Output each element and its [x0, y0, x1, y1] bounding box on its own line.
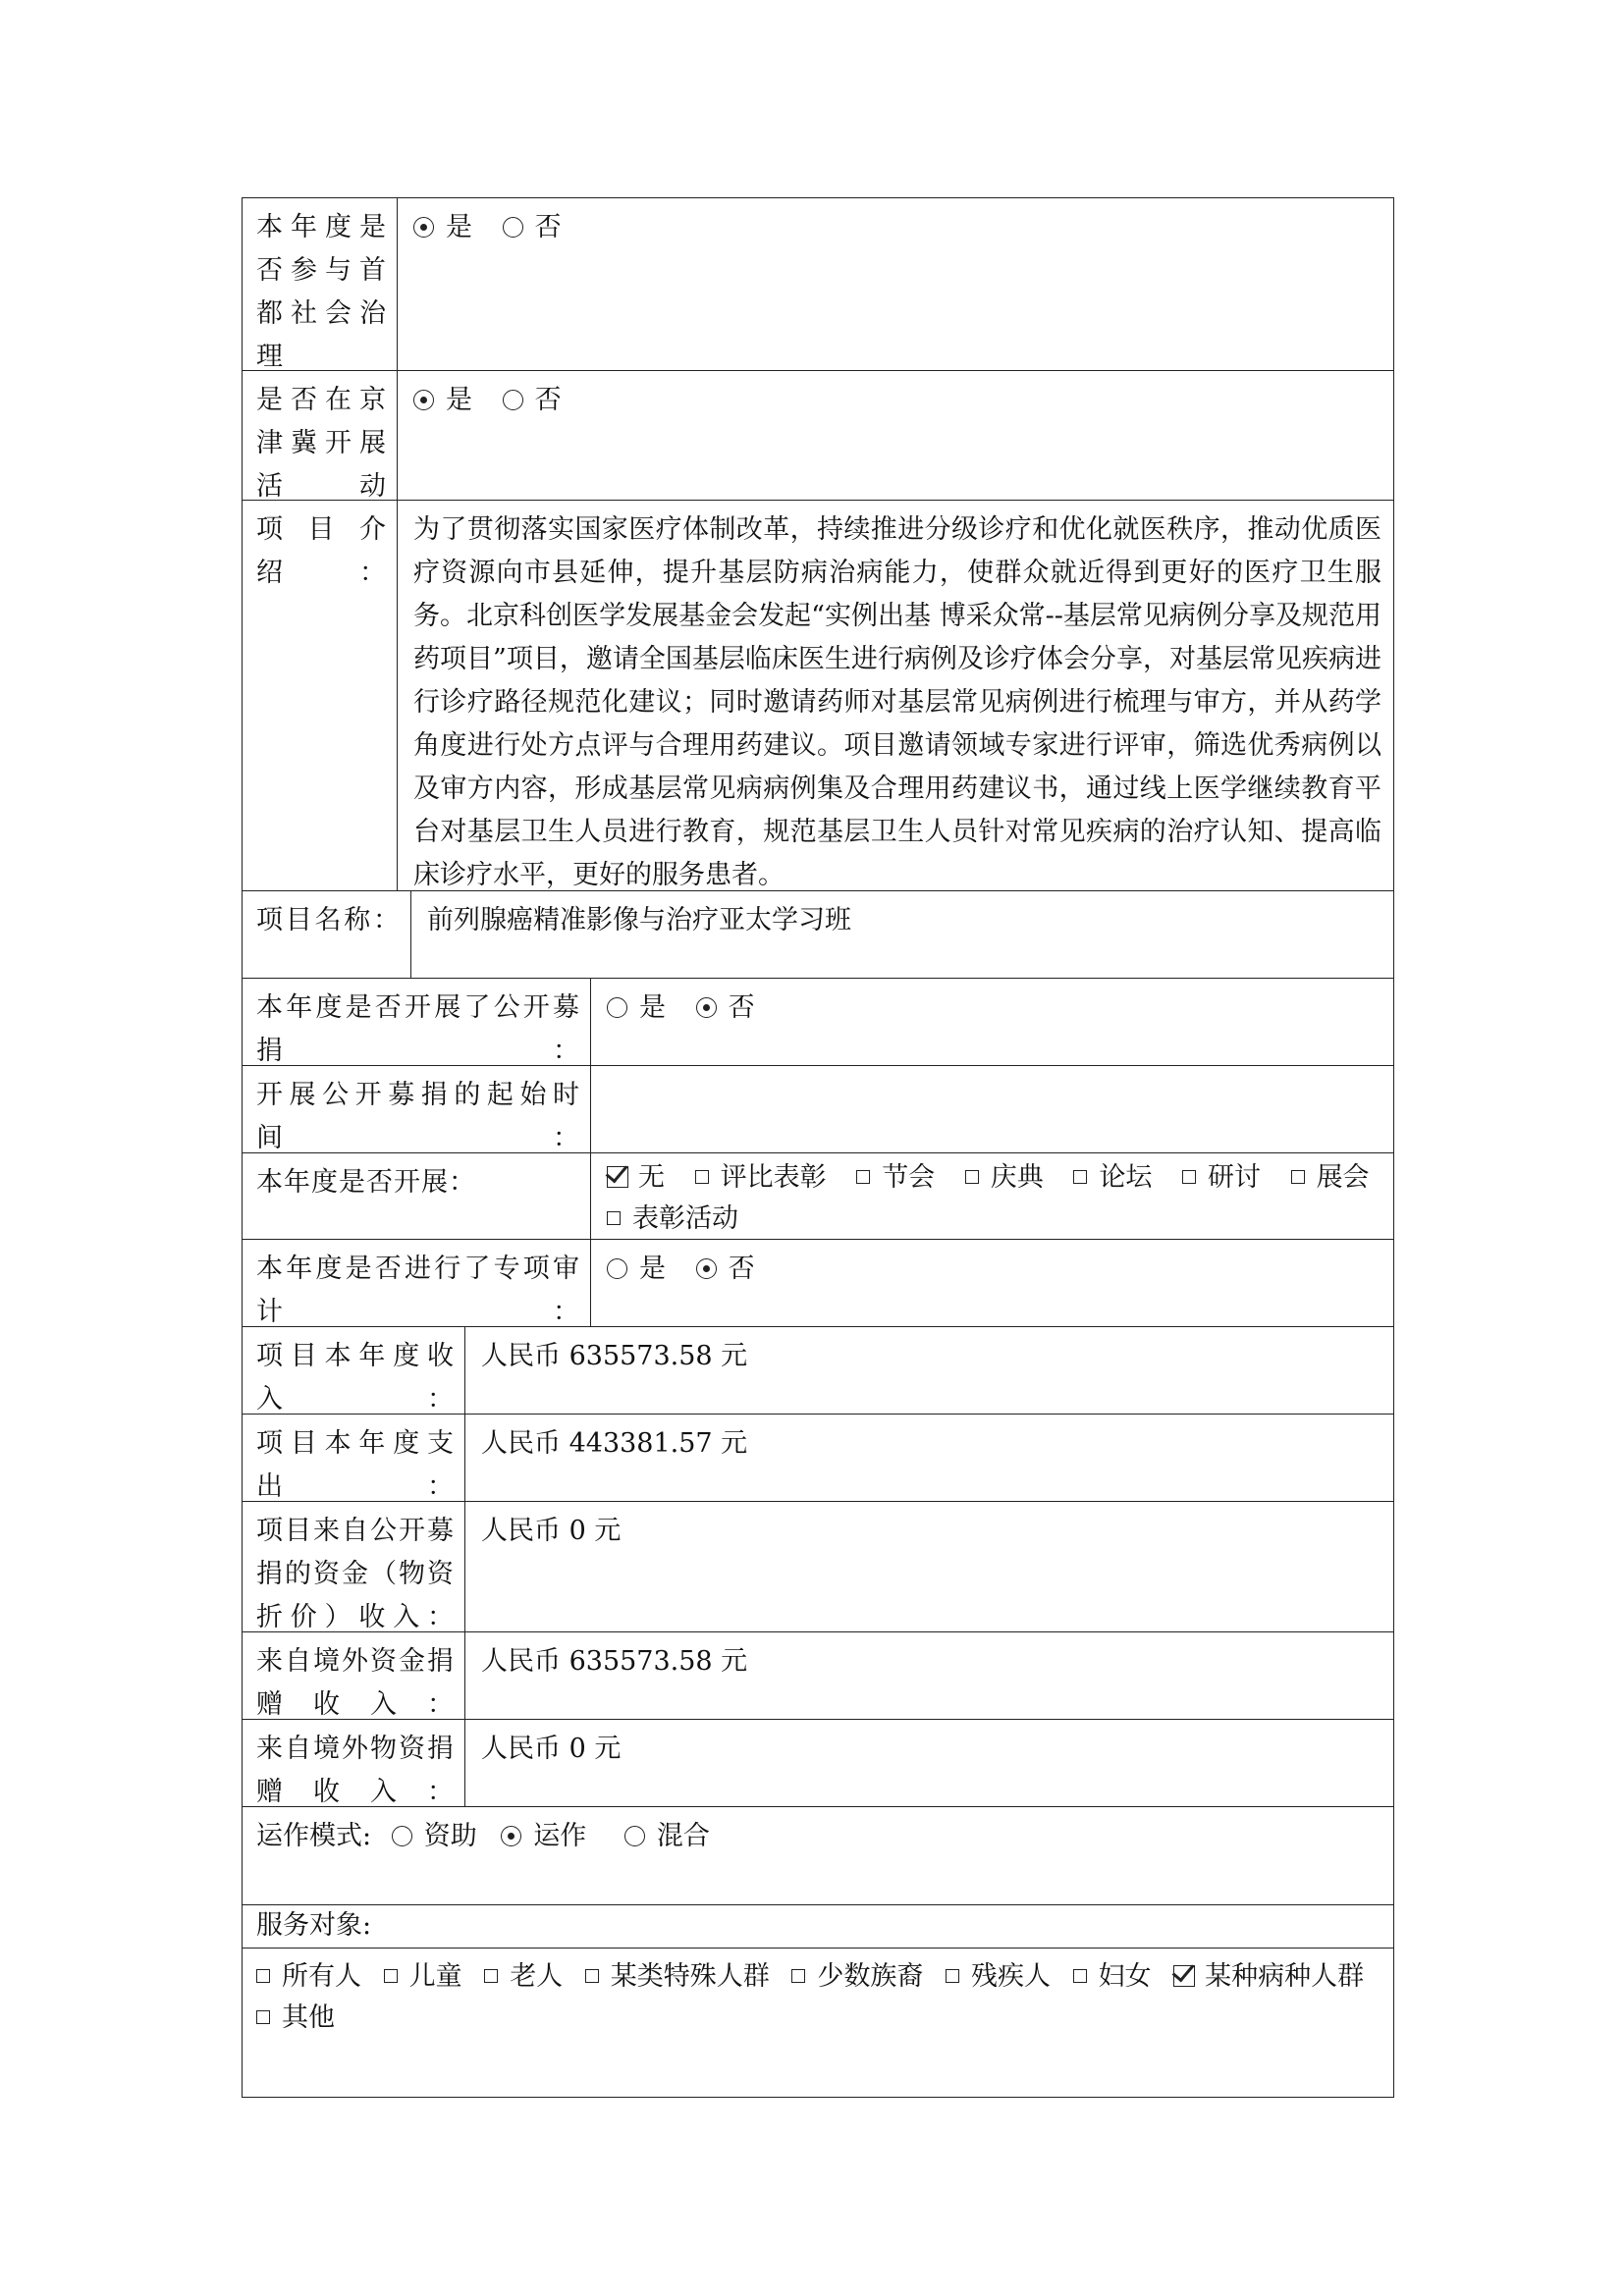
option-target-elderly[interactable]: 老人 — [484, 1956, 563, 1998]
row-public-fundraising — [243, 978, 1393, 1065]
option-target-special-groups[interactable]: 某类特殊人群 — [585, 1956, 770, 1998]
option-activity-seminar[interactable]: 研讨 — [1182, 1157, 1261, 1199]
radio-selected-icon — [413, 390, 434, 410]
foreign-goods-value: 人民币 0 元 — [481, 1734, 622, 1764]
label-fundraising-start: 开展公开募捐的起始时间： — [243, 1066, 591, 1152]
checkbox-empty-icon — [1073, 1170, 1087, 1184]
label-public-funds: 项目来自公开募捐的资金（物资折价）收入： — [243, 1502, 465, 1631]
radio-empty-icon — [607, 1258, 627, 1279]
checkbox-empty-icon — [1182, 1170, 1196, 1184]
radio-selected-icon — [696, 997, 717, 1018]
label-jjj-activity: 是否在京津冀开展活动 — [243, 371, 398, 500]
label-project-intro: 项目介绍： — [243, 501, 398, 890]
option-public-fundraising-yes[interactable]: 是 — [607, 987, 666, 1030]
option-activity-forum[interactable]: 论坛 — [1073, 1157, 1152, 1199]
checkbox-empty-icon — [256, 2010, 270, 2024]
row-operation-mode — [243, 1806, 1393, 1904]
row-capital-governance — [243, 198, 1393, 370]
row-service-target-label — [243, 1904, 1393, 1948]
checkbox-empty-icon — [484, 1969, 498, 1983]
radio-empty-icon — [392, 1826, 412, 1846]
row-jjj-activity — [243, 370, 1393, 500]
radio-selected-icon — [501, 1826, 521, 1846]
label-foreign-funds: 来自境外资金捐赠收入： — [243, 1632, 465, 1719]
row-income — [243, 1326, 1393, 1414]
checkbox-checked-icon — [1173, 1965, 1195, 1987]
label-service-target: 服务对象: — [256, 1910, 372, 1941]
option-activity-exhibition[interactable]: 展会 — [1291, 1157, 1370, 1199]
row-project-name — [243, 890, 1393, 978]
operation-mode-cell — [243, 1807, 1393, 1904]
option-activity-none[interactable]: 无 — [607, 1157, 665, 1199]
radio-selected-icon — [696, 1258, 717, 1279]
checkbox-empty-icon — [1291, 1170, 1305, 1184]
option-target-women[interactable]: 妇女 — [1073, 1956, 1152, 1998]
foreign-funds-value: 人民币 635573.58 元 — [481, 1646, 748, 1677]
income-value: 人民币 635573.58 元 — [481, 1341, 748, 1371]
checkbox-empty-icon — [1073, 1969, 1087, 1983]
option-activity-festival[interactable]: 节会 — [856, 1157, 935, 1199]
option-audit-no[interactable]: 否 — [696, 1248, 755, 1291]
label-activities: 本年度是否开展： — [243, 1153, 591, 1239]
row-public-funds — [243, 1501, 1393, 1631]
checkbox-empty-icon — [946, 1969, 959, 1983]
checkbox-empty-icon — [791, 1969, 805, 1983]
label-foreign-goods: 来自境外物资捐赠收入： — [243, 1720, 465, 1806]
expense-value: 人民币 443381.57 元 — [481, 1428, 748, 1459]
radio-empty-icon — [624, 1826, 645, 1846]
label-special-audit: 本年度是否进行了专项审计： — [243, 1240, 591, 1326]
option-target-disease-groups[interactable]: 某种病种人群 — [1173, 1956, 1364, 1998]
option-jjj-yes[interactable]: 是 — [413, 379, 472, 422]
label-public-fundraising: 本年度是否开展了公开募捐： — [243, 979, 591, 1065]
project-name-value: 前列腺癌精准影像与治疗亚太学习班 — [427, 905, 851, 935]
row-special-audit — [243, 1239, 1393, 1326]
option-mode-operation[interactable]: 运作 — [501, 1815, 586, 1858]
option-public-fundraising-no[interactable]: 否 — [696, 987, 755, 1030]
project-intro-text: 为了贯彻落实国家医疗体制改革，持续推进分级诊疗和优化就医秩序，推动优质医疗资源向市县延伸，提升基层防病治病能力，使群众就近得到更好的医疗卫生服务。北京科创医学发展基金会发起“实例出基 博采众常--基层常见病例分享及规范用药项目”项目，邀请全国基层临床医生进行病例及诊疗体会分享，对基层常见疾病进行诊疗路径规范化建议；同时邀请药师对基层常见病例进行梳理与审方，并从药学角度进行处方点评与合理用药建议。项目邀请领域专家进行评审，筛选优秀病例以及审方内容，形成基层常见病病例集及合理用药建议书，通过线上医学继续教育平台对基层卫生人员进行教育，规范基层卫生人员针对常见疾病的治疗认知、提高临床诊疗水平，更好的服务患者。 — [413, 514, 1381, 890]
public-fundraising-options — [591, 979, 1393, 1065]
option-target-other[interactable]: 其他 — [256, 1998, 335, 2039]
special-audit-options — [591, 1240, 1393, 1326]
checkbox-empty-icon — [607, 1211, 621, 1225]
activities-options — [591, 1153, 1393, 1239]
option-activity-celebration[interactable]: 庆典 — [965, 1157, 1044, 1199]
capital-governance-options — [398, 198, 1393, 370]
option-activity-award[interactable]: 评比表彰 — [695, 1157, 827, 1199]
label-capital-governance: 本年度是否参与首都社会治理 — [243, 198, 398, 370]
option-target-minorities[interactable]: 少数族裔 — [791, 1956, 923, 1998]
checkbox-empty-icon — [585, 1969, 599, 1983]
option-mode-mixed[interactable]: 混合 — [624, 1815, 710, 1858]
row-service-target-options — [243, 1948, 1393, 2097]
jjj-activity-options — [398, 371, 1393, 500]
checkbox-empty-icon — [965, 1170, 979, 1184]
checkbox-empty-icon — [384, 1969, 398, 1983]
row-project-intro — [243, 500, 1393, 890]
fundraising-start-value[interactable] — [591, 1066, 1393, 1152]
option-mode-funding[interactable]: 资助 — [392, 1815, 477, 1858]
row-foreign-funds — [243, 1631, 1393, 1719]
label-income: 项目本年度收入： — [243, 1327, 465, 1414]
label-expense: 项目本年度支出： — [243, 1415, 465, 1501]
checkbox-empty-icon — [256, 1969, 270, 1983]
option-target-all[interactable]: 所有人 — [256, 1956, 361, 1998]
option-capital-governance-yes[interactable]: 是 — [413, 206, 472, 249]
option-capital-governance-no[interactable]: 否 — [503, 206, 562, 249]
project-info-form — [242, 197, 1394, 2098]
radio-empty-icon — [503, 390, 523, 410]
checkbox-empty-icon — [856, 1170, 870, 1184]
row-fundraising-start — [243, 1065, 1393, 1152]
checkbox-checked-icon — [607, 1166, 628, 1188]
option-target-disabled[interactable]: 残疾人 — [946, 1956, 1051, 1998]
option-activity-commendation[interactable]: 表彰活动 — [607, 1199, 738, 1240]
checkbox-empty-icon — [695, 1170, 709, 1184]
radio-empty-icon — [503, 217, 523, 238]
public-funds-value: 人民币 0 元 — [481, 1516, 622, 1546]
service-target-options — [243, 1949, 1393, 2097]
row-foreign-goods — [243, 1719, 1393, 1806]
radio-selected-icon — [413, 217, 434, 238]
radio-empty-icon — [607, 997, 627, 1018]
row-expense — [243, 1414, 1393, 1501]
option-jjj-no[interactable]: 否 — [503, 379, 562, 422]
option-target-children[interactable]: 儿童 — [384, 1956, 462, 1998]
option-audit-yes[interactable]: 是 — [607, 1248, 666, 1291]
label-project-name: 项目名称： — [243, 891, 411, 978]
row-activities — [243, 1152, 1393, 1239]
label-operation-mode: 运作模式: — [256, 1821, 372, 1851]
